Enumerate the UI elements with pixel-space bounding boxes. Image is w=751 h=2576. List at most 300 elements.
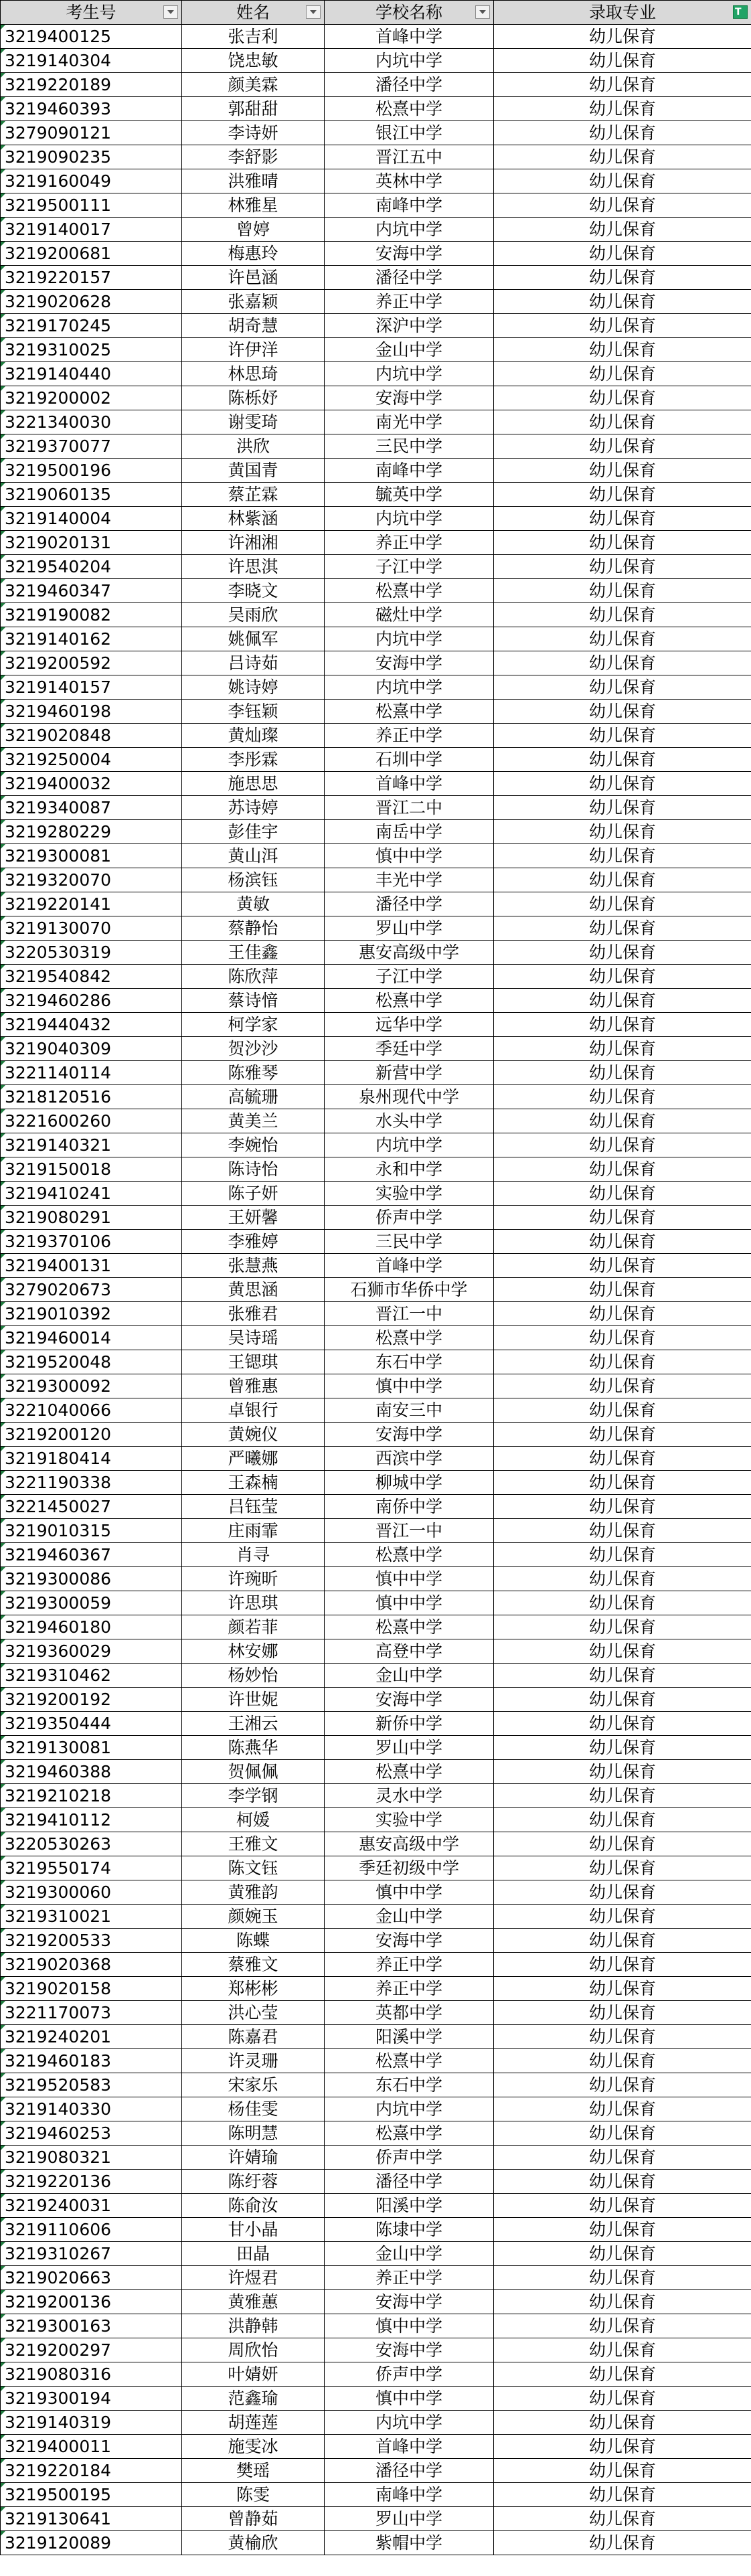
cell-student-name[interactable]	[182, 531, 325, 555]
cell-major[interactable]	[494, 1278, 751, 1302]
cell-student-name[interactable]	[182, 603, 325, 627]
cell-major[interactable]	[494, 2266, 751, 2290]
cell-student-name[interactable]	[182, 2097, 325, 2121]
cell-school-name[interactable]	[325, 193, 494, 218]
cell-major[interactable]	[494, 1326, 751, 1350]
cell-school-name[interactable]	[325, 1856, 494, 1880]
cell-major[interactable]	[494, 2170, 751, 2194]
cell-exam-id[interactable]	[1, 507, 182, 531]
cell-major[interactable]	[494, 218, 751, 242]
cell-school-name[interactable]	[325, 2097, 494, 2121]
cell-school-name[interactable]	[325, 1254, 494, 1278]
cell-major[interactable]	[494, 2314, 751, 2338]
cell-major[interactable]	[494, 338, 751, 362]
cell-major[interactable]	[494, 2242, 751, 2266]
cell-student-name[interactable]	[182, 2025, 325, 2049]
cell-major[interactable]	[494, 193, 751, 218]
cell-school-name[interactable]	[325, 2338, 494, 2362]
cell-student-name[interactable]	[182, 820, 325, 844]
cell-exam-id[interactable]	[1, 1543, 182, 1567]
cell-student-name[interactable]	[182, 1615, 325, 1639]
cell-exam-id[interactable]	[1, 1736, 182, 1760]
cell-major[interactable]	[494, 844, 751, 868]
cell-school-name[interactable]	[325, 651, 494, 675]
cell-exam-id[interactable]	[1, 1953, 182, 1977]
cell-school-name[interactable]	[325, 965, 494, 989]
cell-student-name[interactable]	[182, 1182, 325, 1206]
cell-school-name[interactable]	[325, 1832, 494, 1856]
cell-major[interactable]	[494, 1133, 751, 1157]
cell-major[interactable]	[494, 483, 751, 507]
cell-student-name[interactable]	[182, 338, 325, 362]
cell-major[interactable]	[494, 1350, 751, 1374]
cell-school-name[interactable]	[325, 1519, 494, 1543]
cell-school-name[interactable]	[325, 2170, 494, 2194]
cell-school-name[interactable]	[325, 1639, 494, 1664]
cell-major[interactable]	[494, 2507, 751, 2531]
cell-student-name[interactable]	[182, 2362, 325, 2387]
cell-school-name[interactable]	[325, 1905, 494, 1929]
cell-major[interactable]	[494, 2411, 751, 2435]
cell-school-name[interactable]	[325, 579, 494, 603]
column-header-name[interactable]	[182, 1, 325, 25]
cell-student-name[interactable]	[182, 2146, 325, 2170]
cell-major[interactable]	[494, 290, 751, 314]
cell-exam-id[interactable]	[1, 2049, 182, 2073]
cell-school-name[interactable]	[325, 1061, 494, 1085]
cell-school-name[interactable]	[325, 1784, 494, 1808]
cell-student-name[interactable]	[182, 965, 325, 989]
cell-major[interactable]	[494, 2194, 751, 2218]
cell-exam-id[interactable]	[1, 796, 182, 820]
cell-exam-id[interactable]	[1, 2001, 182, 2025]
cell-school-name[interactable]	[325, 1977, 494, 2001]
cell-major[interactable]	[494, 1808, 751, 1832]
cell-major[interactable]	[494, 1736, 751, 1760]
cell-exam-id[interactable]	[1, 844, 182, 868]
cell-major[interactable]	[494, 1567, 751, 1591]
cell-school-name[interactable]	[325, 820, 494, 844]
cell-major[interactable]	[494, 772, 751, 796]
cell-student-name[interactable]	[182, 1254, 325, 1278]
cell-major[interactable]	[494, 1182, 751, 1206]
cell-student-name[interactable]	[182, 1013, 325, 1037]
cell-major[interactable]	[494, 724, 751, 748]
cell-exam-id[interactable]	[1, 1447, 182, 1471]
cell-school-name[interactable]	[325, 1326, 494, 1350]
cell-student-name[interactable]	[182, 2049, 325, 2073]
cell-student-name[interactable]	[182, 1085, 325, 1109]
cell-school-name[interactable]	[325, 410, 494, 434]
cell-major[interactable]	[494, 1880, 751, 1905]
cell-major[interactable]	[494, 1302, 751, 1326]
cell-major[interactable]	[494, 916, 751, 941]
cell-major[interactable]	[494, 1398, 751, 1423]
cell-major[interactable]	[494, 145, 751, 169]
cell-exam-id[interactable]	[1, 724, 182, 748]
cell-school-name[interactable]	[325, 941, 494, 965]
cell-school-name[interactable]	[325, 1037, 494, 1061]
cell-exam-id[interactable]	[1, 1905, 182, 1929]
cell-major[interactable]	[494, 1543, 751, 1567]
cell-school-name[interactable]	[325, 989, 494, 1013]
cell-exam-id[interactable]	[1, 2242, 182, 2266]
cell-exam-id[interactable]	[1, 145, 182, 169]
cell-student-name[interactable]	[182, 1206, 325, 1230]
cell-school-name[interactable]	[325, 844, 494, 868]
cell-major[interactable]	[494, 531, 751, 555]
cell-student-name[interactable]	[182, 1832, 325, 1856]
cell-school-name[interactable]	[325, 627, 494, 651]
cell-major[interactable]	[494, 1519, 751, 1543]
cell-school-name[interactable]	[325, 1447, 494, 1471]
cell-school-name[interactable]	[325, 1182, 494, 1206]
cell-school-name[interactable]	[325, 1567, 494, 1591]
cell-student-name[interactable]	[182, 1591, 325, 1615]
cell-exam-id[interactable]	[1, 73, 182, 97]
cell-exam-id[interactable]	[1, 2411, 182, 2435]
cell-student-name[interactable]	[182, 386, 325, 410]
cell-student-name[interactable]	[182, 1374, 325, 1398]
cell-school-name[interactable]	[325, 169, 494, 193]
cell-student-name[interactable]	[182, 2073, 325, 2097]
cell-school-name[interactable]	[325, 724, 494, 748]
cell-school-name[interactable]	[325, 796, 494, 820]
cell-school-name[interactable]	[325, 2121, 494, 2146]
cell-major[interactable]	[494, 2362, 751, 2387]
cell-student-name[interactable]	[182, 700, 325, 724]
cell-exam-id[interactable]	[1, 675, 182, 700]
cell-major[interactable]	[494, 1013, 751, 1037]
cell-major[interactable]	[494, 2290, 751, 2314]
cell-exam-id[interactable]	[1, 555, 182, 579]
cell-school-name[interactable]	[325, 1736, 494, 1760]
cell-student-name[interactable]	[182, 2121, 325, 2146]
cell-student-name[interactable]	[182, 2459, 325, 2483]
cell-student-name[interactable]	[182, 266, 325, 290]
cell-school-name[interactable]	[325, 2483, 494, 2507]
cell-school-name[interactable]	[325, 290, 494, 314]
cell-student-name[interactable]	[182, 1495, 325, 1519]
cell-student-name[interactable]	[182, 1037, 325, 1061]
cell-school-name[interactable]	[325, 2073, 494, 2097]
cell-exam-id[interactable]	[1, 916, 182, 941]
cell-major[interactable]	[494, 1109, 751, 1133]
cell-exam-id[interactable]	[1, 1423, 182, 1447]
cell-exam-id[interactable]	[1, 941, 182, 965]
cell-student-name[interactable]	[182, 2218, 325, 2242]
cell-exam-id[interactable]	[1, 1061, 182, 1085]
cell-major[interactable]	[494, 2073, 751, 2097]
cell-student-name[interactable]	[182, 169, 325, 193]
cell-school-name[interactable]	[325, 1302, 494, 1326]
cell-student-name[interactable]	[182, 2338, 325, 2362]
cell-major[interactable]	[494, 97, 751, 121]
cell-school-name[interactable]	[325, 2194, 494, 2218]
cell-exam-id[interactable]	[1, 2338, 182, 2362]
cell-exam-id[interactable]	[1, 97, 182, 121]
cell-exam-id[interactable]	[1, 579, 182, 603]
cell-student-name[interactable]	[182, 1905, 325, 1929]
cell-student-name[interactable]	[182, 724, 325, 748]
cell-major[interactable]	[494, 603, 751, 627]
cell-exam-id[interactable]	[1, 1230, 182, 1254]
cell-school-name[interactable]	[325, 2411, 494, 2435]
cell-major[interactable]	[494, 2338, 751, 2362]
cell-student-name[interactable]	[182, 651, 325, 675]
cell-student-name[interactable]	[182, 916, 325, 941]
cell-student-name[interactable]	[182, 1519, 325, 1543]
cell-school-name[interactable]	[325, 1591, 494, 1615]
cell-exam-id[interactable]	[1, 2073, 182, 2097]
cell-school-name[interactable]	[325, 531, 494, 555]
cell-exam-id[interactable]	[1, 49, 182, 73]
cell-exam-id[interactable]	[1, 965, 182, 989]
cell-school-name[interactable]	[325, 121, 494, 145]
cell-student-name[interactable]	[182, 2531, 325, 2555]
cell-major[interactable]	[494, 121, 751, 145]
cell-school-name[interactable]	[325, 2387, 494, 2411]
cell-school-name[interactable]	[325, 1712, 494, 1736]
cell-exam-id[interactable]	[1, 748, 182, 772]
cell-exam-id[interactable]	[1, 386, 182, 410]
cell-major[interactable]	[494, 1615, 751, 1639]
cell-school-name[interactable]	[325, 1350, 494, 1374]
cell-school-name[interactable]	[325, 1808, 494, 1832]
cell-exam-id[interactable]	[1, 2121, 182, 2146]
cell-school-name[interactable]	[325, 748, 494, 772]
cell-exam-id[interactable]	[1, 1109, 182, 1133]
cell-student-name[interactable]	[182, 1760, 325, 1784]
cell-exam-id[interactable]	[1, 989, 182, 1013]
cell-student-name[interactable]	[182, 1423, 325, 1447]
cell-school-name[interactable]	[325, 1013, 494, 1037]
cell-exam-id[interactable]	[1, 1398, 182, 1423]
cell-major[interactable]	[494, 2049, 751, 2073]
column-header-major[interactable]	[494, 1, 751, 25]
cell-student-name[interactable]	[182, 193, 325, 218]
cell-exam-id[interactable]	[1, 892, 182, 916]
cell-student-name[interactable]	[182, 1929, 325, 1953]
cell-major[interactable]	[494, 2435, 751, 2459]
cell-exam-id[interactable]	[1, 1977, 182, 2001]
cell-major[interactable]	[494, 1037, 751, 1061]
cell-student-name[interactable]	[182, 2483, 325, 2507]
cell-major[interactable]	[494, 1157, 751, 1182]
cell-school-name[interactable]	[325, 1085, 494, 1109]
cell-student-name[interactable]	[182, 2435, 325, 2459]
cell-major[interactable]	[494, 1591, 751, 1615]
cell-student-name[interactable]	[182, 507, 325, 531]
cell-student-name[interactable]	[182, 2001, 325, 2025]
cell-student-name[interactable]	[182, 1712, 325, 1736]
cell-major[interactable]	[494, 1085, 751, 1109]
cell-major[interactable]	[494, 1688, 751, 1712]
cell-exam-id[interactable]	[1, 290, 182, 314]
cell-school-name[interactable]	[325, 145, 494, 169]
cell-major[interactable]	[494, 675, 751, 700]
cell-school-name[interactable]	[325, 97, 494, 121]
cell-exam-id[interactable]	[1, 1808, 182, 1832]
cell-exam-id[interactable]	[1, 1784, 182, 1808]
cell-major[interactable]	[494, 242, 751, 266]
cell-student-name[interactable]	[182, 941, 325, 965]
cell-exam-id[interactable]	[1, 1302, 182, 1326]
cell-major[interactable]	[494, 820, 751, 844]
cell-major[interactable]	[494, 507, 751, 531]
cell-student-name[interactable]	[182, 675, 325, 700]
filter-dropdown-icon[interactable]	[306, 5, 321, 19]
cell-school-name[interactable]	[325, 49, 494, 73]
cell-major[interactable]	[494, 2146, 751, 2170]
cell-exam-id[interactable]	[1, 266, 182, 290]
cell-student-name[interactable]	[182, 1543, 325, 1567]
cell-school-name[interactable]	[325, 1109, 494, 1133]
cell-school-name[interactable]	[325, 675, 494, 700]
cell-exam-id[interactable]	[1, 2459, 182, 2483]
cell-exam-id[interactable]	[1, 2218, 182, 2242]
cell-school-name[interactable]	[325, 1664, 494, 1688]
cell-exam-id[interactable]	[1, 2531, 182, 2555]
cell-major[interactable]	[494, 25, 751, 49]
cell-student-name[interactable]	[182, 1736, 325, 1760]
cell-school-name[interactable]	[325, 1206, 494, 1230]
cell-exam-id[interactable]	[1, 218, 182, 242]
cell-student-name[interactable]	[182, 1784, 325, 1808]
cell-major[interactable]	[494, 796, 751, 820]
cell-student-name[interactable]	[182, 1808, 325, 1832]
cell-school-name[interactable]	[325, 1543, 494, 1567]
cell-major[interactable]	[494, 2001, 751, 2025]
cell-student-name[interactable]	[182, 555, 325, 579]
cell-student-name[interactable]	[182, 868, 325, 892]
cell-exam-id[interactable]	[1, 459, 182, 483]
cell-student-name[interactable]	[182, 2387, 325, 2411]
cell-major[interactable]	[494, 434, 751, 459]
cell-school-name[interactable]	[325, 772, 494, 796]
cell-student-name[interactable]	[182, 25, 325, 49]
cell-major[interactable]	[494, 1230, 751, 1254]
cell-exam-id[interactable]	[1, 2435, 182, 2459]
cell-student-name[interactable]	[182, 2194, 325, 2218]
cell-student-name[interactable]	[182, 49, 325, 73]
cell-student-name[interactable]	[182, 844, 325, 868]
cell-student-name[interactable]	[182, 579, 325, 603]
cell-major[interactable]	[494, 2025, 751, 2049]
cell-exam-id[interactable]	[1, 1591, 182, 1615]
cell-exam-id[interactable]	[1, 1157, 182, 1182]
cell-school-name[interactable]	[325, 1157, 494, 1182]
cell-exam-id[interactable]	[1, 1182, 182, 1206]
cell-student-name[interactable]	[182, 242, 325, 266]
cell-exam-id[interactable]	[1, 410, 182, 434]
cell-school-name[interactable]	[325, 916, 494, 941]
cell-school-name[interactable]	[325, 483, 494, 507]
cell-exam-id[interactable]	[1, 1350, 182, 1374]
cell-student-name[interactable]	[182, 627, 325, 651]
cell-exam-id[interactable]	[1, 1832, 182, 1856]
cell-major[interactable]	[494, 1447, 751, 1471]
cell-exam-id[interactable]	[1, 193, 182, 218]
cell-major[interactable]	[494, 1832, 751, 1856]
cell-student-name[interactable]	[182, 410, 325, 434]
cell-major[interactable]	[494, 1206, 751, 1230]
cell-exam-id[interactable]	[1, 2025, 182, 2049]
cell-exam-id[interactable]	[1, 1206, 182, 1230]
cell-major[interactable]	[494, 1471, 751, 1495]
cell-student-name[interactable]	[182, 1061, 325, 1085]
cell-school-name[interactable]	[325, 362, 494, 386]
cell-major[interactable]	[494, 892, 751, 916]
cell-student-name[interactable]	[182, 145, 325, 169]
cell-major[interactable]	[494, 627, 751, 651]
cell-school-name[interactable]	[325, 2049, 494, 2073]
cell-student-name[interactable]	[182, 1688, 325, 1712]
cell-school-name[interactable]	[325, 868, 494, 892]
cell-student-name[interactable]	[182, 2314, 325, 2338]
cell-school-name[interactable]	[325, 2218, 494, 2242]
cell-major[interactable]	[494, 651, 751, 675]
cell-exam-id[interactable]	[1, 1495, 182, 1519]
cell-exam-id[interactable]	[1, 700, 182, 724]
cell-school-name[interactable]	[325, 218, 494, 242]
cell-school-name[interactable]	[325, 1688, 494, 1712]
cell-student-name[interactable]	[182, 1109, 325, 1133]
cell-exam-id[interactable]	[1, 314, 182, 338]
cell-school-name[interactable]	[325, 2531, 494, 2555]
cell-school-name[interactable]	[325, 459, 494, 483]
cell-school-name[interactable]	[325, 1929, 494, 1953]
cell-exam-id[interactable]	[1, 2483, 182, 2507]
cell-school-name[interactable]	[325, 1615, 494, 1639]
cell-exam-id[interactable]	[1, 772, 182, 796]
cell-school-name[interactable]	[325, 73, 494, 97]
cell-school-name[interactable]	[325, 2314, 494, 2338]
cell-major[interactable]	[494, 989, 751, 1013]
cell-student-name[interactable]	[182, 748, 325, 772]
filter-active-funnel-icon[interactable]: T	[733, 5, 748, 19]
cell-school-name[interactable]	[325, 338, 494, 362]
cell-major[interactable]	[494, 314, 751, 338]
cell-school-name[interactable]	[325, 2146, 494, 2170]
cell-school-name[interactable]	[325, 507, 494, 531]
cell-student-name[interactable]	[182, 2242, 325, 2266]
cell-student-name[interactable]	[182, 218, 325, 242]
cell-exam-id[interactable]	[1, 2362, 182, 2387]
column-header-id[interactable]	[1, 1, 182, 25]
cell-school-name[interactable]	[325, 1471, 494, 1495]
column-header-school[interactable]	[325, 1, 494, 25]
cell-student-name[interactable]	[182, 1664, 325, 1688]
cell-school-name[interactable]	[325, 2459, 494, 2483]
cell-school-name[interactable]	[325, 1278, 494, 1302]
cell-school-name[interactable]	[325, 1133, 494, 1157]
cell-exam-id[interactable]	[1, 651, 182, 675]
cell-exam-id[interactable]	[1, 1615, 182, 1639]
cell-major[interactable]	[494, 1254, 751, 1278]
cell-school-name[interactable]	[325, 2507, 494, 2531]
cell-major[interactable]	[494, 2459, 751, 2483]
cell-major[interactable]	[494, 1784, 751, 1808]
cell-student-name[interactable]	[182, 1639, 325, 1664]
cell-major[interactable]	[494, 266, 751, 290]
cell-major[interactable]	[494, 1760, 751, 1784]
cell-student-name[interactable]	[182, 290, 325, 314]
cell-student-name[interactable]	[182, 2170, 325, 2194]
cell-student-name[interactable]	[182, 362, 325, 386]
cell-major[interactable]	[494, 941, 751, 965]
cell-school-name[interactable]	[325, 386, 494, 410]
